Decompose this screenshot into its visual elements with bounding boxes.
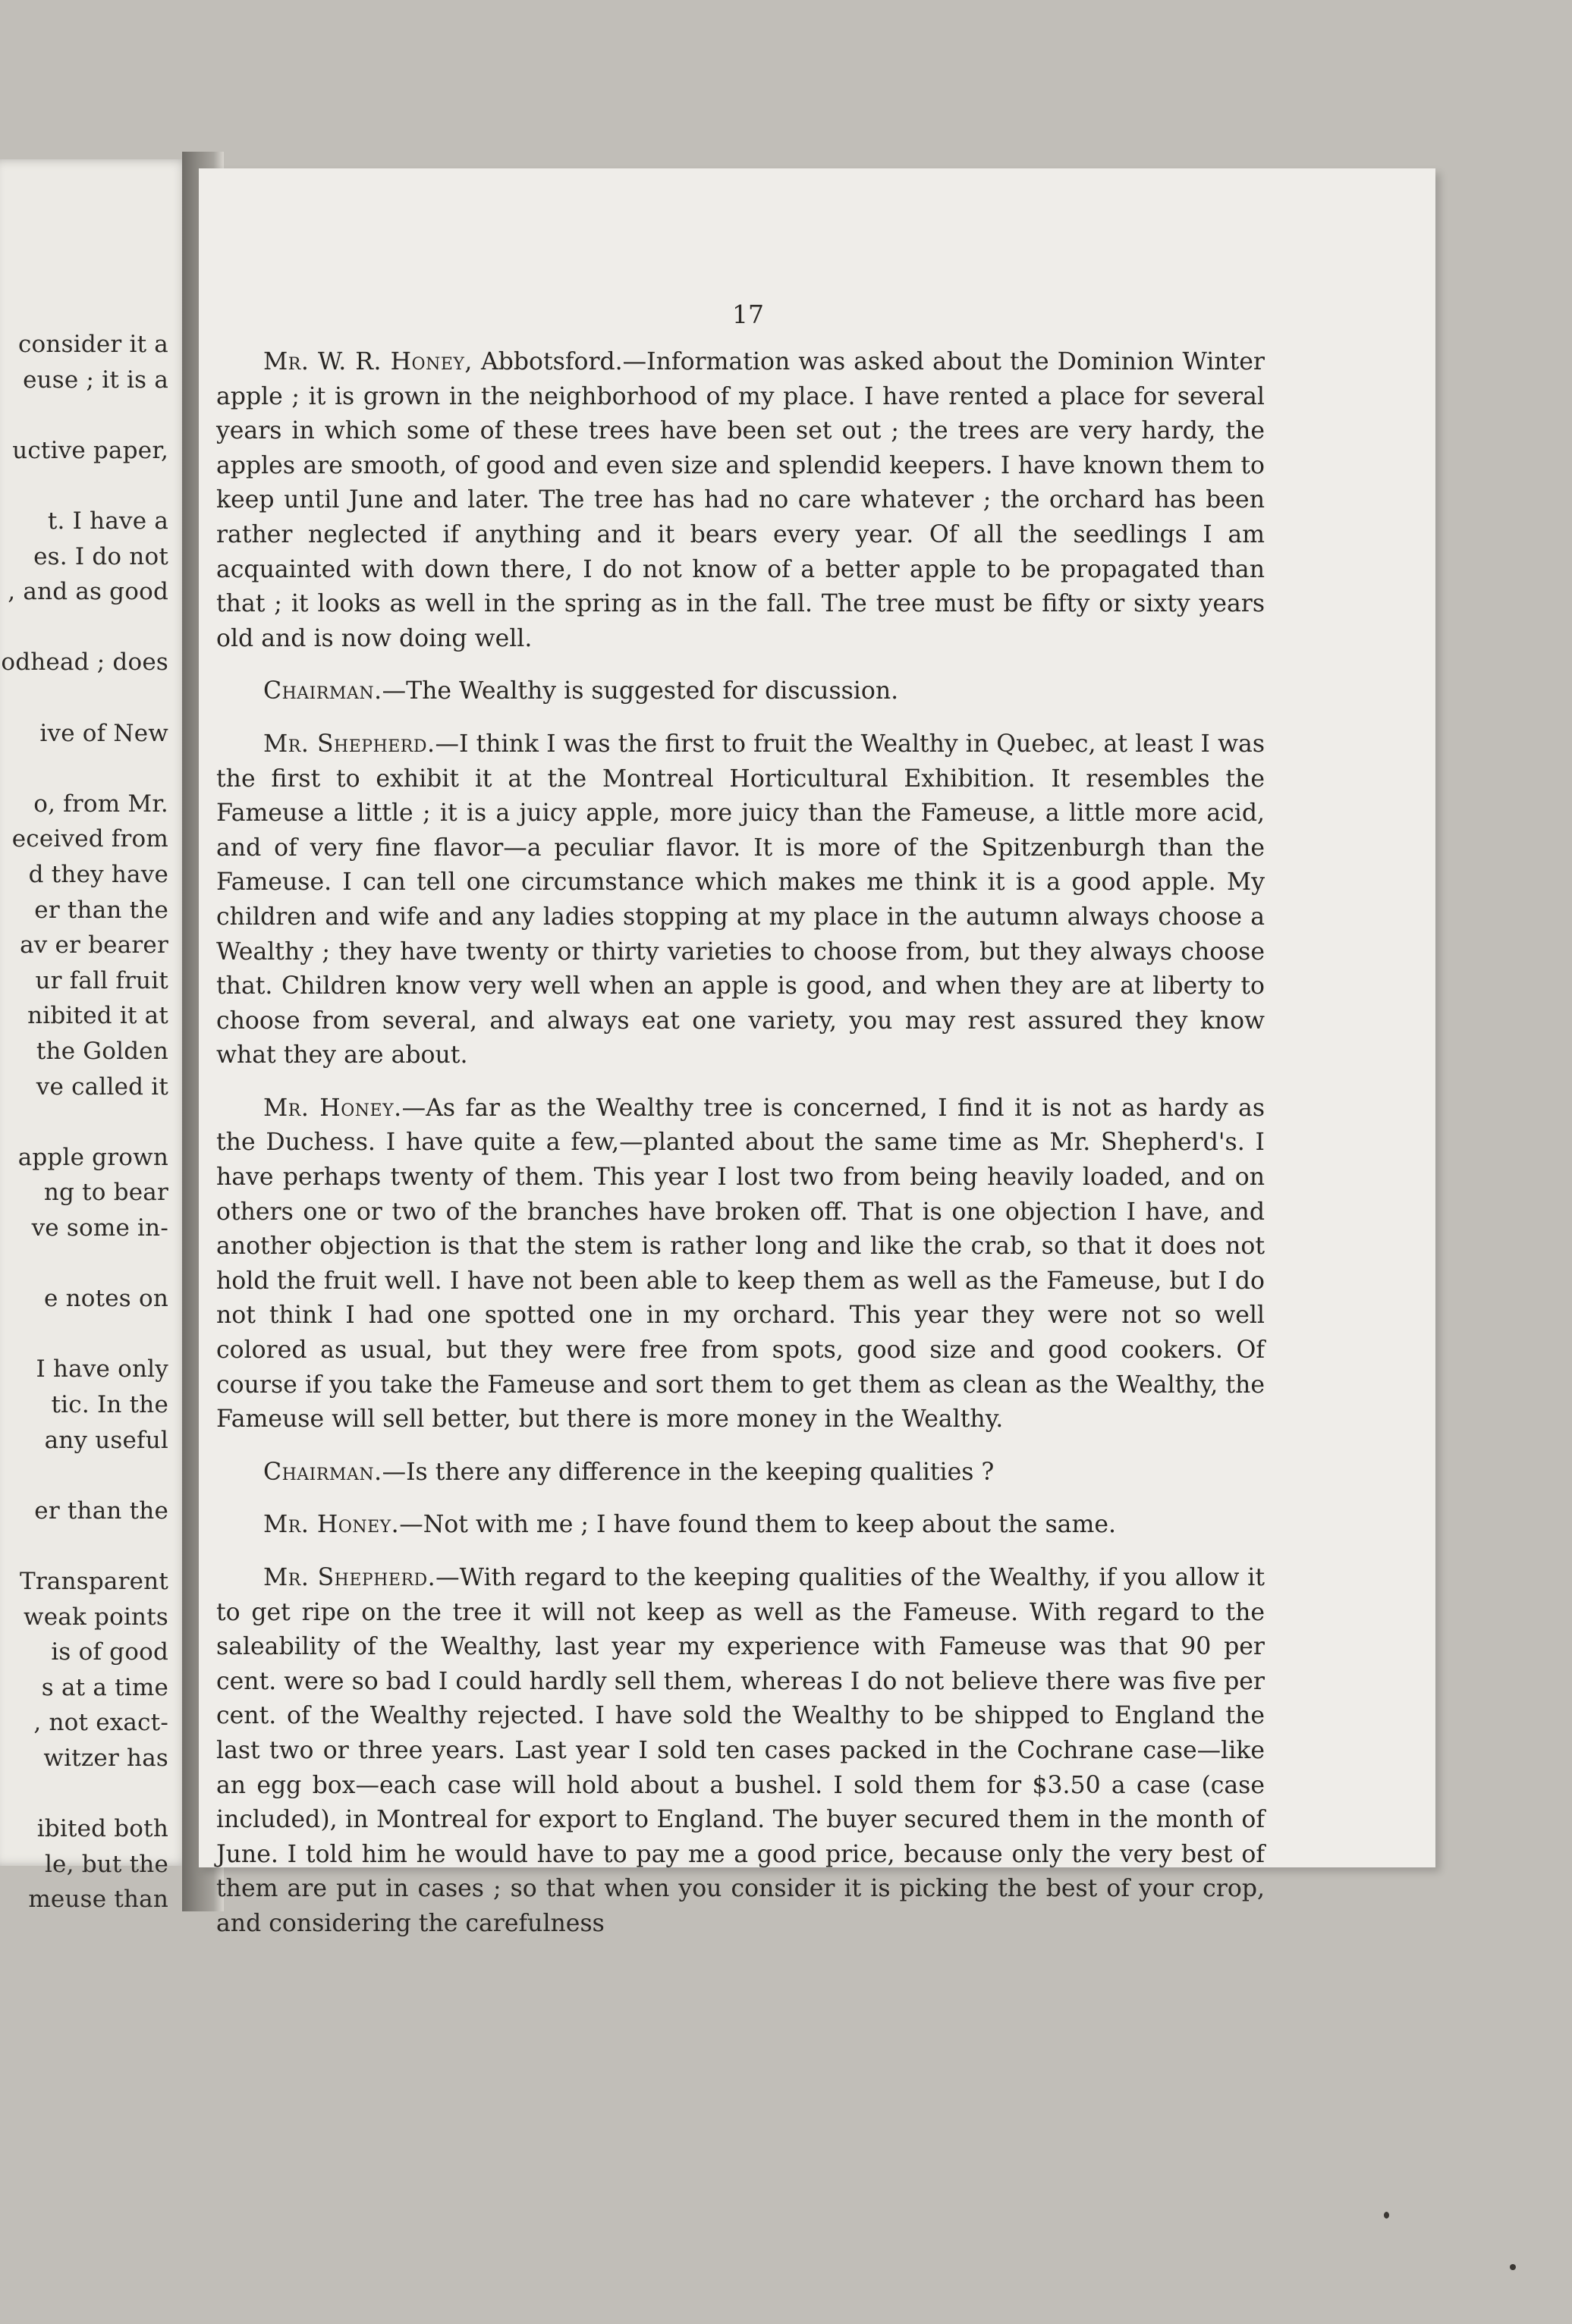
paragraph [216,345,1265,656]
speaker: Chairman. [263,1458,382,1486]
left-page-line: er than the [34,896,168,924]
left-page-fragment [0,159,190,1914]
left-page-line: any useful [44,1426,168,1454]
paragraph-text: —The Wealthy is suggested for discussion. [382,677,899,705]
paragraph [216,1091,1265,1437]
left-page-line: apple grown [17,1143,168,1171]
paragraph-text: —Is there any difference in the keeping qualities ? [382,1458,995,1486]
page-body [216,345,1265,1942]
paragraph-text: —As far as the Wealthy tree is concerned, I find it is not as hardy as the Duchess. I have quite a few,—planted about the same time as Mr. Shepherd's. I have perhaps twenty of them. This year I lost two from being heavily loaded, and on others one or two of the branches have broken off. That is one objection I have, and another objection is that the stem is rather long and like the crab, so that it does not hold the fruit well. I have not been able to keep them as well as the Fameuse, but I do not think I had one spotted one in my orchard. This year they were not so well colored as usual, but they were free from spots, good size and good cookers. Of course if you take the Fameuse and sort them to get them as clean as the Wealthy, the Fameuse will sell better, but there is more money in the Wealthy. [216,1094,1265,1434]
paragraph [216,1456,1265,1490]
left-page-line: ve called it [36,1072,168,1101]
paragraph-text: —I think I was the first to fruit the Wealthy in Quebec, at least I was the first to exhibit it at the Montreal Horticultural Exhibition. It resembles the Fameuse a little ; it is a juicy apple, more juicy than the Fameuse, a little more acid, and of very fine flavor—a peculiar flavor. It is more of the Spitzenburgh than the Fameuse. I can tell one circumstance which makes me think it is a good apple. My children and wife and any ladies stopping at my place in the autumn always choose a Wealthy ; they have twenty or thirty varieties to choose from, but they always choose that. Children know very well when an apple is good, and when they are at liberty to choose from several, and always eat one variety, you may rest assured they know what they are about. [216,730,1265,1069]
paragraph [216,1508,1265,1543]
left-page-line: the Golden [36,1038,168,1065]
paragraph-text: —With regard to the keeping qualities of the Wealthy, if you allow it to get ripe on the tree it will not keep as well as the Fameuse. With regard to the saleability of the Wealthy, last year my experience with Fameuse was that 90 per cent. were so bad I could hardly sell them, whereas I do not believe there was five per cent. of the Wealthy rejected. I have sold the Wealthy to be shipped to England the last two or three years. Last year I sold ten cases packed in the Cochrane case—like an egg box—each case will hold about a bushel. I sold them for $3.50 a case (case included), in Montreal for export to England. The buyer secured them in the month of June. I told him he would have to pay me a good price, because only the very best of them are put in cases ; so that when you consider it is picking the best of your crop, and considering the carefulness [216,1564,1265,1937]
left-page-line: ur fall fruit [35,966,168,994]
paragraph-text: —Not with me ; I have found them to keep about the same. [399,1511,1116,1539]
left-page-line: , not exact- [33,1709,168,1737]
left-page-line: ve some in- [31,1214,168,1242]
speaker: Mr. Honey. [263,1511,400,1539]
left-page-line: meuse than [28,1886,168,1914]
left-page-line: , and as good [8,578,168,606]
left-page-line: ive of New [39,719,168,747]
speaker: Mr. W. R. Honey, [263,348,473,375]
left-page-line: odhead ; does [1,649,168,677]
left-page-line: es. I do not [33,542,168,570]
paragraph [216,1561,1265,1942]
left-page-line: ng to bear [43,1179,168,1207]
left-page-line: weak points [24,1603,168,1631]
left-page-line: ibited both [36,1815,168,1843]
paragraph-text: Abbotsford.—Information was asked about the Dominion Winter apple ; it is grown in the neighborhood of my place. I have rented a place for several years in which some of these trees have been set out ; the trees are very hardy, the apples are smooth, of good and even size and splendid keepers. I have known them to keep until June and later. The tree has had no care whatever ; the orchard has been rather neglected if anything and it bears every year. Of all the seedlings I am acquainted with down there, I do not know of a better apple to be propagated than that ; it looks as well in the spring as in the fall. The tree must be fifty or sixty years old and is now doing well. [216,348,1265,652]
speaker: Mr. Shepherd. [263,730,435,758]
left-page-line: tic. In the [51,1391,168,1418]
left-page-line: consider it a [18,331,168,358]
left-page-line: is of good [51,1638,168,1666]
left-page-line: I have only [36,1355,168,1383]
left-page-line: witzer has [43,1745,168,1772]
left-page-line: d they have [28,861,168,888]
page-number: 17 [732,300,764,329]
left-page-line: o, from Mr. [33,790,168,818]
left-page-line: euse ; it is a [23,366,168,394]
left-page-line: eceived from [11,825,168,853]
left-page-line: nibited it at [27,1002,168,1030]
left-page-line: e notes on [43,1285,168,1313]
paragraph [216,674,1265,709]
speaker: Mr. Honey. [263,1094,402,1122]
left-page-line: s at a time [41,1673,168,1701]
left-page-line: Transparent [20,1568,168,1595]
scan-speck [1384,2212,1389,2219]
left-page-line: er than the [34,1496,168,1525]
scan-speck [1510,2264,1516,2270]
left-page-line: av er bearer [20,931,168,959]
left-page-line: le, but the [44,1850,168,1878]
left-page-line: uctive paper, [12,436,168,464]
left-page-line: t. I have a [47,507,168,535]
paragraph [216,727,1265,1073]
speaker: Mr. Shepherd. [263,1564,436,1591]
speaker: Chairman. [263,677,382,705]
